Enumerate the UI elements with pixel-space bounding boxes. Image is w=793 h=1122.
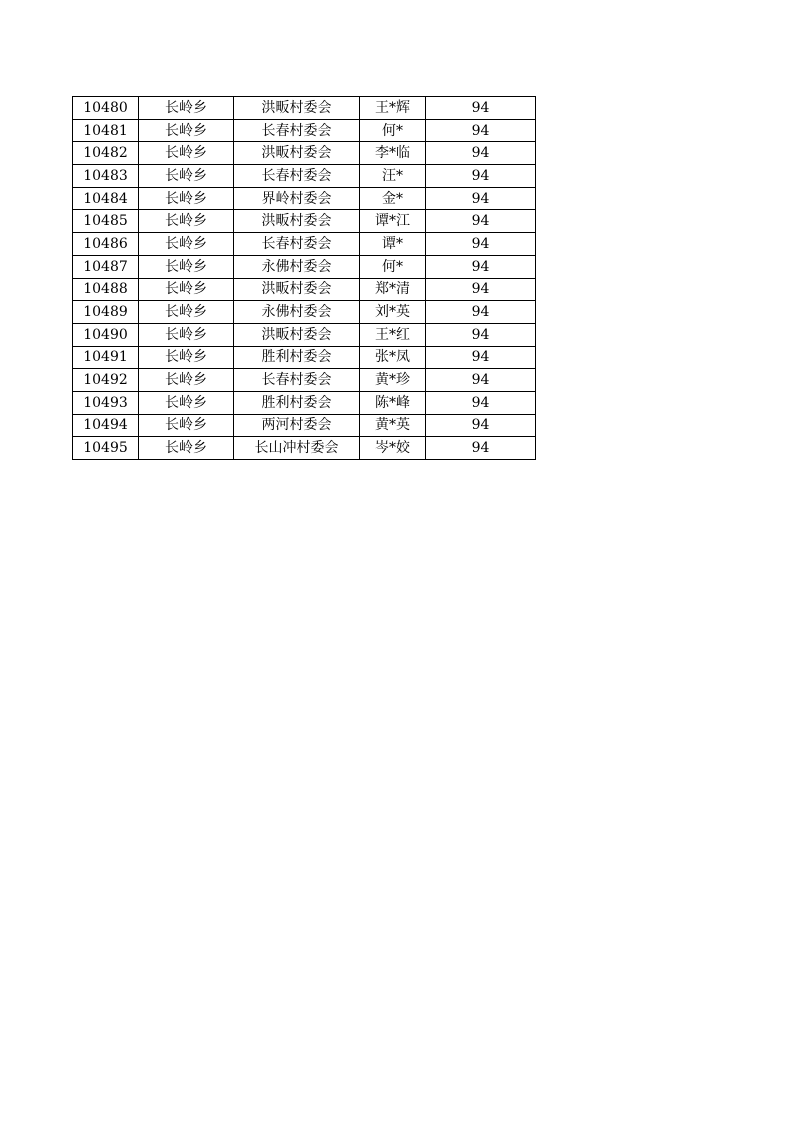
village-committee-cell: 长春村委会 xyxy=(234,165,360,188)
score-cell: 94 xyxy=(426,301,536,324)
score-cell: 94 xyxy=(426,233,536,256)
village-committee-cell: 洪畈村委会 xyxy=(234,97,360,120)
table-row xyxy=(73,97,536,120)
township-cell: 长岭乡 xyxy=(139,210,234,233)
township-cell: 长岭乡 xyxy=(139,414,234,437)
record-number-cell: 10484 xyxy=(73,187,139,210)
township-cell: 长岭乡 xyxy=(139,142,234,165)
record-number-cell: 10490 xyxy=(73,323,139,346)
score-cell: 94 xyxy=(426,369,536,392)
person-name-cell: 黄*珍 xyxy=(360,369,426,392)
township-cell: 长岭乡 xyxy=(139,391,234,414)
person-name-cell: 岑*姣 xyxy=(360,437,426,460)
table-row xyxy=(73,437,536,460)
score-cell: 94 xyxy=(426,255,536,278)
township-cell: 长岭乡 xyxy=(139,119,234,142)
village-committee-cell: 长春村委会 xyxy=(234,369,360,392)
village-committee-cell: 永佛村委会 xyxy=(234,301,360,324)
score-cell: 94 xyxy=(426,414,536,437)
table-body xyxy=(73,97,536,460)
table-row xyxy=(73,142,536,165)
score-cell: 94 xyxy=(426,323,536,346)
table-row xyxy=(73,369,536,392)
person-name-cell: 黄*英 xyxy=(360,414,426,437)
score-cell: 94 xyxy=(426,346,536,369)
person-name-cell: 王*辉 xyxy=(360,97,426,120)
table-row xyxy=(73,165,536,188)
record-number-cell: 10483 xyxy=(73,165,139,188)
record-number-cell: 10486 xyxy=(73,233,139,256)
record-number-cell: 10489 xyxy=(73,301,139,324)
person-name-cell: 郑*清 xyxy=(360,278,426,301)
table-row xyxy=(73,346,536,369)
village-committee-cell: 两河村委会 xyxy=(234,414,360,437)
village-committee-cell: 长山冲村委会 xyxy=(234,437,360,460)
table-row xyxy=(73,119,536,142)
record-number-cell: 10495 xyxy=(73,437,139,460)
record-number-cell: 10485 xyxy=(73,210,139,233)
village-committee-cell: 洪畈村委会 xyxy=(234,278,360,301)
score-cell: 94 xyxy=(426,97,536,120)
person-name-cell: 汪* xyxy=(360,165,426,188)
person-name-cell: 谭*江 xyxy=(360,210,426,233)
table-row xyxy=(73,301,536,324)
score-cell: 94 xyxy=(426,278,536,301)
township-cell: 长岭乡 xyxy=(139,278,234,301)
person-name-cell: 刘*英 xyxy=(360,301,426,324)
township-cell: 长岭乡 xyxy=(139,437,234,460)
record-number-cell: 10493 xyxy=(73,391,139,414)
record-number-cell: 10494 xyxy=(73,414,139,437)
score-cell: 94 xyxy=(426,437,536,460)
record-number-cell: 10481 xyxy=(73,119,139,142)
township-cell: 长岭乡 xyxy=(139,97,234,120)
township-cell: 长岭乡 xyxy=(139,346,234,369)
record-number-cell: 10480 xyxy=(73,97,139,120)
record-number-cell: 10482 xyxy=(73,142,139,165)
township-cell: 长岭乡 xyxy=(139,323,234,346)
township-cell: 长岭乡 xyxy=(139,369,234,392)
data-table xyxy=(72,96,536,460)
person-name-cell: 张*凤 xyxy=(360,346,426,369)
record-number-cell: 10492 xyxy=(73,369,139,392)
record-number-cell: 10491 xyxy=(73,346,139,369)
township-cell: 长岭乡 xyxy=(139,233,234,256)
table-row xyxy=(73,210,536,233)
person-name-cell: 何* xyxy=(360,119,426,142)
table-row xyxy=(73,255,536,278)
village-committee-cell: 洪畈村委会 xyxy=(234,142,360,165)
person-name-cell: 金* xyxy=(360,187,426,210)
person-name-cell: 王*红 xyxy=(360,323,426,346)
score-cell: 94 xyxy=(426,142,536,165)
table-row xyxy=(73,233,536,256)
score-cell: 94 xyxy=(426,119,536,142)
score-cell: 94 xyxy=(426,187,536,210)
township-cell: 长岭乡 xyxy=(139,165,234,188)
village-committee-cell: 永佛村委会 xyxy=(234,255,360,278)
village-committee-cell: 长春村委会 xyxy=(234,233,360,256)
table-row xyxy=(73,414,536,437)
score-cell: 94 xyxy=(426,165,536,188)
person-name-cell: 何* xyxy=(360,255,426,278)
record-number-cell: 10488 xyxy=(73,278,139,301)
score-cell: 94 xyxy=(426,210,536,233)
village-committee-cell: 界岭村委会 xyxy=(234,187,360,210)
person-name-cell: 陈*峰 xyxy=(360,391,426,414)
score-cell: 94 xyxy=(426,391,536,414)
person-name-cell: 谭* xyxy=(360,233,426,256)
person-name-cell: 李*临 xyxy=(360,142,426,165)
village-committee-cell: 洪畈村委会 xyxy=(234,323,360,346)
table-row xyxy=(73,323,536,346)
township-cell: 长岭乡 xyxy=(139,187,234,210)
village-committee-cell: 洪畈村委会 xyxy=(234,210,360,233)
village-committee-cell: 胜利村委会 xyxy=(234,346,360,369)
table-row xyxy=(73,391,536,414)
village-committee-cell: 胜利村委会 xyxy=(234,391,360,414)
township-cell: 长岭乡 xyxy=(139,255,234,278)
record-number-cell: 10487 xyxy=(73,255,139,278)
table-row xyxy=(73,278,536,301)
table-row xyxy=(73,187,536,210)
village-committee-cell: 长春村委会 xyxy=(234,119,360,142)
township-cell: 长岭乡 xyxy=(139,301,234,324)
